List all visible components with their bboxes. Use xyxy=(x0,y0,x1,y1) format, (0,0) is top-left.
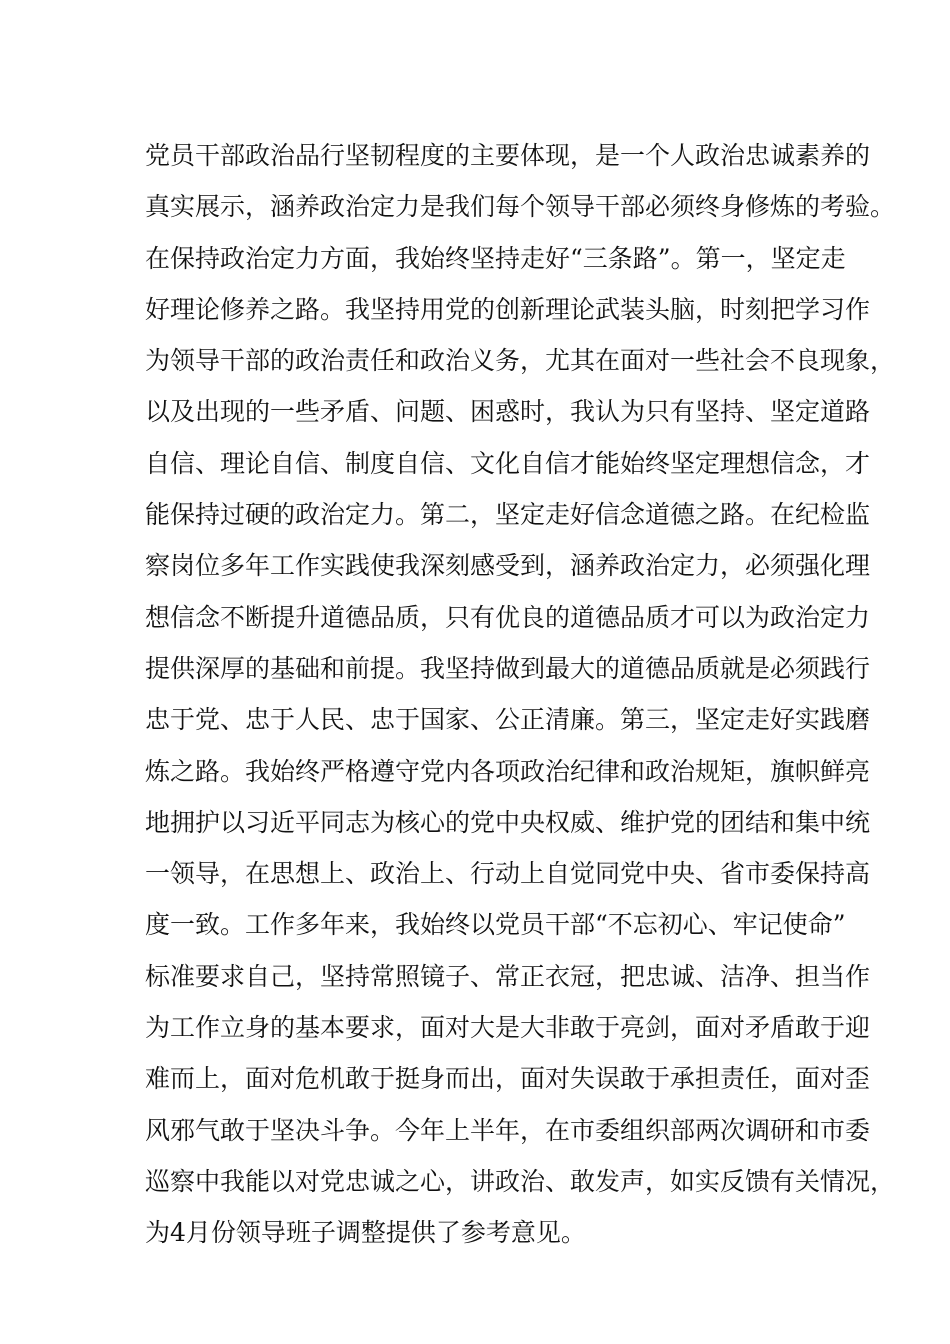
text-line: 地拥护以习近平同志为核心的党中央权威、维护党的团结和集中统 xyxy=(145,807,871,837)
text-line: 能保持过硬的政治定力。第二，坚定走好信念道德之路。在纪检监 xyxy=(145,500,871,530)
text-line: 忠于党、忠于人民、忠于国家、公正清廉。第三，坚定走好实践磨 xyxy=(145,705,871,735)
text-line: 以及出现的一些矛盾、问题、困惑时，我认为只有坚持、坚定道路 xyxy=(145,397,871,427)
text-line: 在保持政治定力方面，我始终坚持走好“三条路”。第一，坚定走 xyxy=(145,243,846,273)
text-line: 炼之路。我始终严格遵守党内各项政治纪律和政治规矩，旗帜鲜亮 xyxy=(145,756,871,786)
text-line: 党员干部政治品行坚韧程度的主要体现，是一个人政治忠诚素养的 xyxy=(145,141,871,170)
text-line: 为领导干部的政治责任和政治义务，尤其在面对一些社会不良现象， xyxy=(145,346,896,376)
text-line: 标准要求自己，坚持常照镜子、常正衣冠，把忠诚、洁净、担当作 xyxy=(145,961,871,991)
text-line: 自信、理论自信、制度自信、文化自信才能始终坚定理想信念，才 xyxy=(145,448,871,478)
text-line: 真实展示，涵养政治定力是我们每个领导干部必须终身修炼的考验。 xyxy=(145,192,896,222)
text-line: 想信念不断提升道德品质，只有优良的道德品质才可以为政治定力 xyxy=(145,602,871,632)
text-line: 察岗位多年工作实践使我深刻感受到，涵养政治定力，必须强化理 xyxy=(145,551,871,581)
text-line: 难而上，面对危机敢于挺身而出，面对失误敢于承担责任，面对歪 xyxy=(145,1064,871,1094)
text-line: 度一致。工作多年来，我始终以党员干部“不忘初心、牢记使命” xyxy=(145,910,846,940)
text-line: 风邪气敢于坚决斗争。今年上半年，在市委组织部两次调研和市委 xyxy=(145,1115,871,1145)
text-line: 好理论修养之路。我坚持用党的创新理论武装头脑，时刻把学习作 xyxy=(145,294,871,324)
text-line: 为4月份领导班子调整提供了参考意见。 xyxy=(145,1218,586,1248)
text-line: 一领导，在思想上、政治上、行动上自觉同党中央、省市委保持高 xyxy=(145,859,871,889)
text-line: 为工作立身的基本要求，面对大是大非敢于亮剑，面对矛盾敢于迎 xyxy=(145,1013,871,1043)
text-line: 提供深厚的基础和前提。我坚持做到最大的道德品质就是必须践行 xyxy=(145,653,871,683)
text-line: 巡察中我能以对党忠诚之心，讲政治、敢发声，如实反馈有关情况， xyxy=(145,1166,896,1196)
body-paragraph xyxy=(145,130,896,1259)
